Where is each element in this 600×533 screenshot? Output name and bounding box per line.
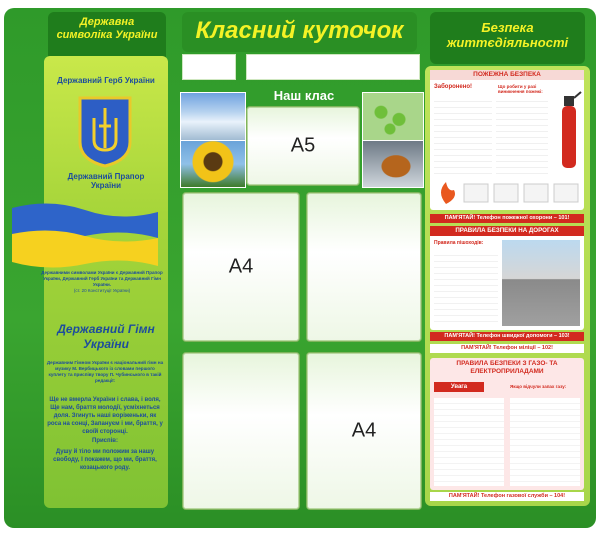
- right-header-title: Безпека життєдіяльності: [446, 20, 569, 50]
- gas-safety-section: [430, 358, 584, 490]
- chorus-text: Душу й тіло ми положим за нашу свободу, І покажем, що ми, браття, козацького роду.: [53, 449, 157, 471]
- sunflower-photo: [180, 140, 246, 188]
- center-header: [182, 12, 417, 52]
- flag-note: Державними символами України є Державний Прапор України, Державний Герб України та Державний Гімн України.: [41, 270, 163, 287]
- peas-photo: [362, 92, 424, 142]
- slot-left[interactable]: [182, 54, 236, 80]
- gas-actions-list: [510, 398, 580, 486]
- pocket-a4-label: A4: [228, 255, 254, 278]
- pocket-a4-top-left[interactable]: [182, 192, 300, 342]
- coat-of-arms-icon: [78, 96, 132, 168]
- right-header: [430, 12, 585, 64]
- our-class-label: Наш клас: [273, 88, 335, 103]
- road-title: ПРАВИЛА БЕЗПЕКИ НА ДОРОГАХ: [430, 226, 584, 236]
- road-safety-section: [430, 226, 584, 330]
- flag-title: Державний Прапор України: [67, 172, 145, 190]
- fire-title: ПОЖЕЖНА БЕЗПЕКА: [430, 70, 584, 80]
- fire-phone: ПАМ'ЯТАЙ! Телефон пожежної охорони – 101!: [430, 214, 584, 223]
- gas-smell-label: Якщо відчули запах газу:: [510, 384, 567, 389]
- road-rules-list: [434, 250, 498, 326]
- chorus-label: Приспів:: [92, 438, 118, 444]
- fire-forbidden-list: [434, 96, 492, 174]
- pocket-a4-top-right[interactable]: [306, 192, 422, 342]
- pocket-a5-label: A5: [290, 134, 316, 157]
- anthem-title: Державний Гімн України: [57, 322, 155, 351]
- road-rules-label: Правила пішоходів:: [434, 240, 484, 246]
- fire-forbidden: Заборонено!: [434, 84, 473, 90]
- anthem-verse: Ще не вмерла України і слава, і воля, Ще нам, браття молодії, усміхнеться доля. Згинуть наші воріженьки, як роса на сонці, Запануєм і ми, браття, у своїй сторонці.: [47, 397, 163, 435]
- pocket-a4-bottom-right[interactable]: [306, 352, 422, 510]
- fire-extinguisher-icon: [554, 88, 582, 172]
- gas-warning: Увага: [434, 382, 484, 392]
- left-header-title: Державна символіка України: [56, 16, 158, 41]
- police-phone: ПАМ'ЯТАЙ! Телефон міліції – 102!: [430, 344, 584, 353]
- fire-safety-section: [430, 70, 584, 210]
- page-title: Класний куточок: [195, 17, 404, 44]
- fox-photo: [362, 140, 424, 188]
- flag-note-source: (ст. 20 Конституції України): [73, 288, 131, 293]
- gas-title: ПРАВИЛА БЕЗПЕКИ З ГАЗО- ТА ЕЛЕКТРОПРИЛАДАМИ: [456, 360, 558, 375]
- anthem-intro: Державним Гімном України є національний гімн на музику М. Вербицького із словами першого куплету та приспіву твору П. Чубинського в такій редакції:: [46, 360, 164, 383]
- fire-pictograms-icon: [434, 178, 580, 206]
- ambulance-phone: ПАМ'ЯТАЙ! Телефон швидкої допомоги – 103!: [430, 332, 584, 341]
- road-illustration: [502, 240, 580, 326]
- slot-right[interactable]: [246, 54, 420, 80]
- fire-todo-list: [496, 96, 548, 174]
- pocket-a4-label-2: A4: [351, 419, 377, 442]
- coat-title: Державний Герб України: [57, 76, 155, 85]
- fire-todo: Що робити у разі виникнення пожежі:: [498, 84, 543, 94]
- gas-rules-list: [434, 398, 504, 486]
- pocket-a4-bottom-left[interactable]: [182, 352, 300, 510]
- pocket-a5[interactable]: [246, 106, 360, 186]
- mountain-photo: [180, 92, 246, 142]
- flag-icon: [10, 200, 160, 274]
- gas-phone: ПАМ'ЯТАЙ! Телефон газової служби – 104!: [430, 492, 584, 501]
